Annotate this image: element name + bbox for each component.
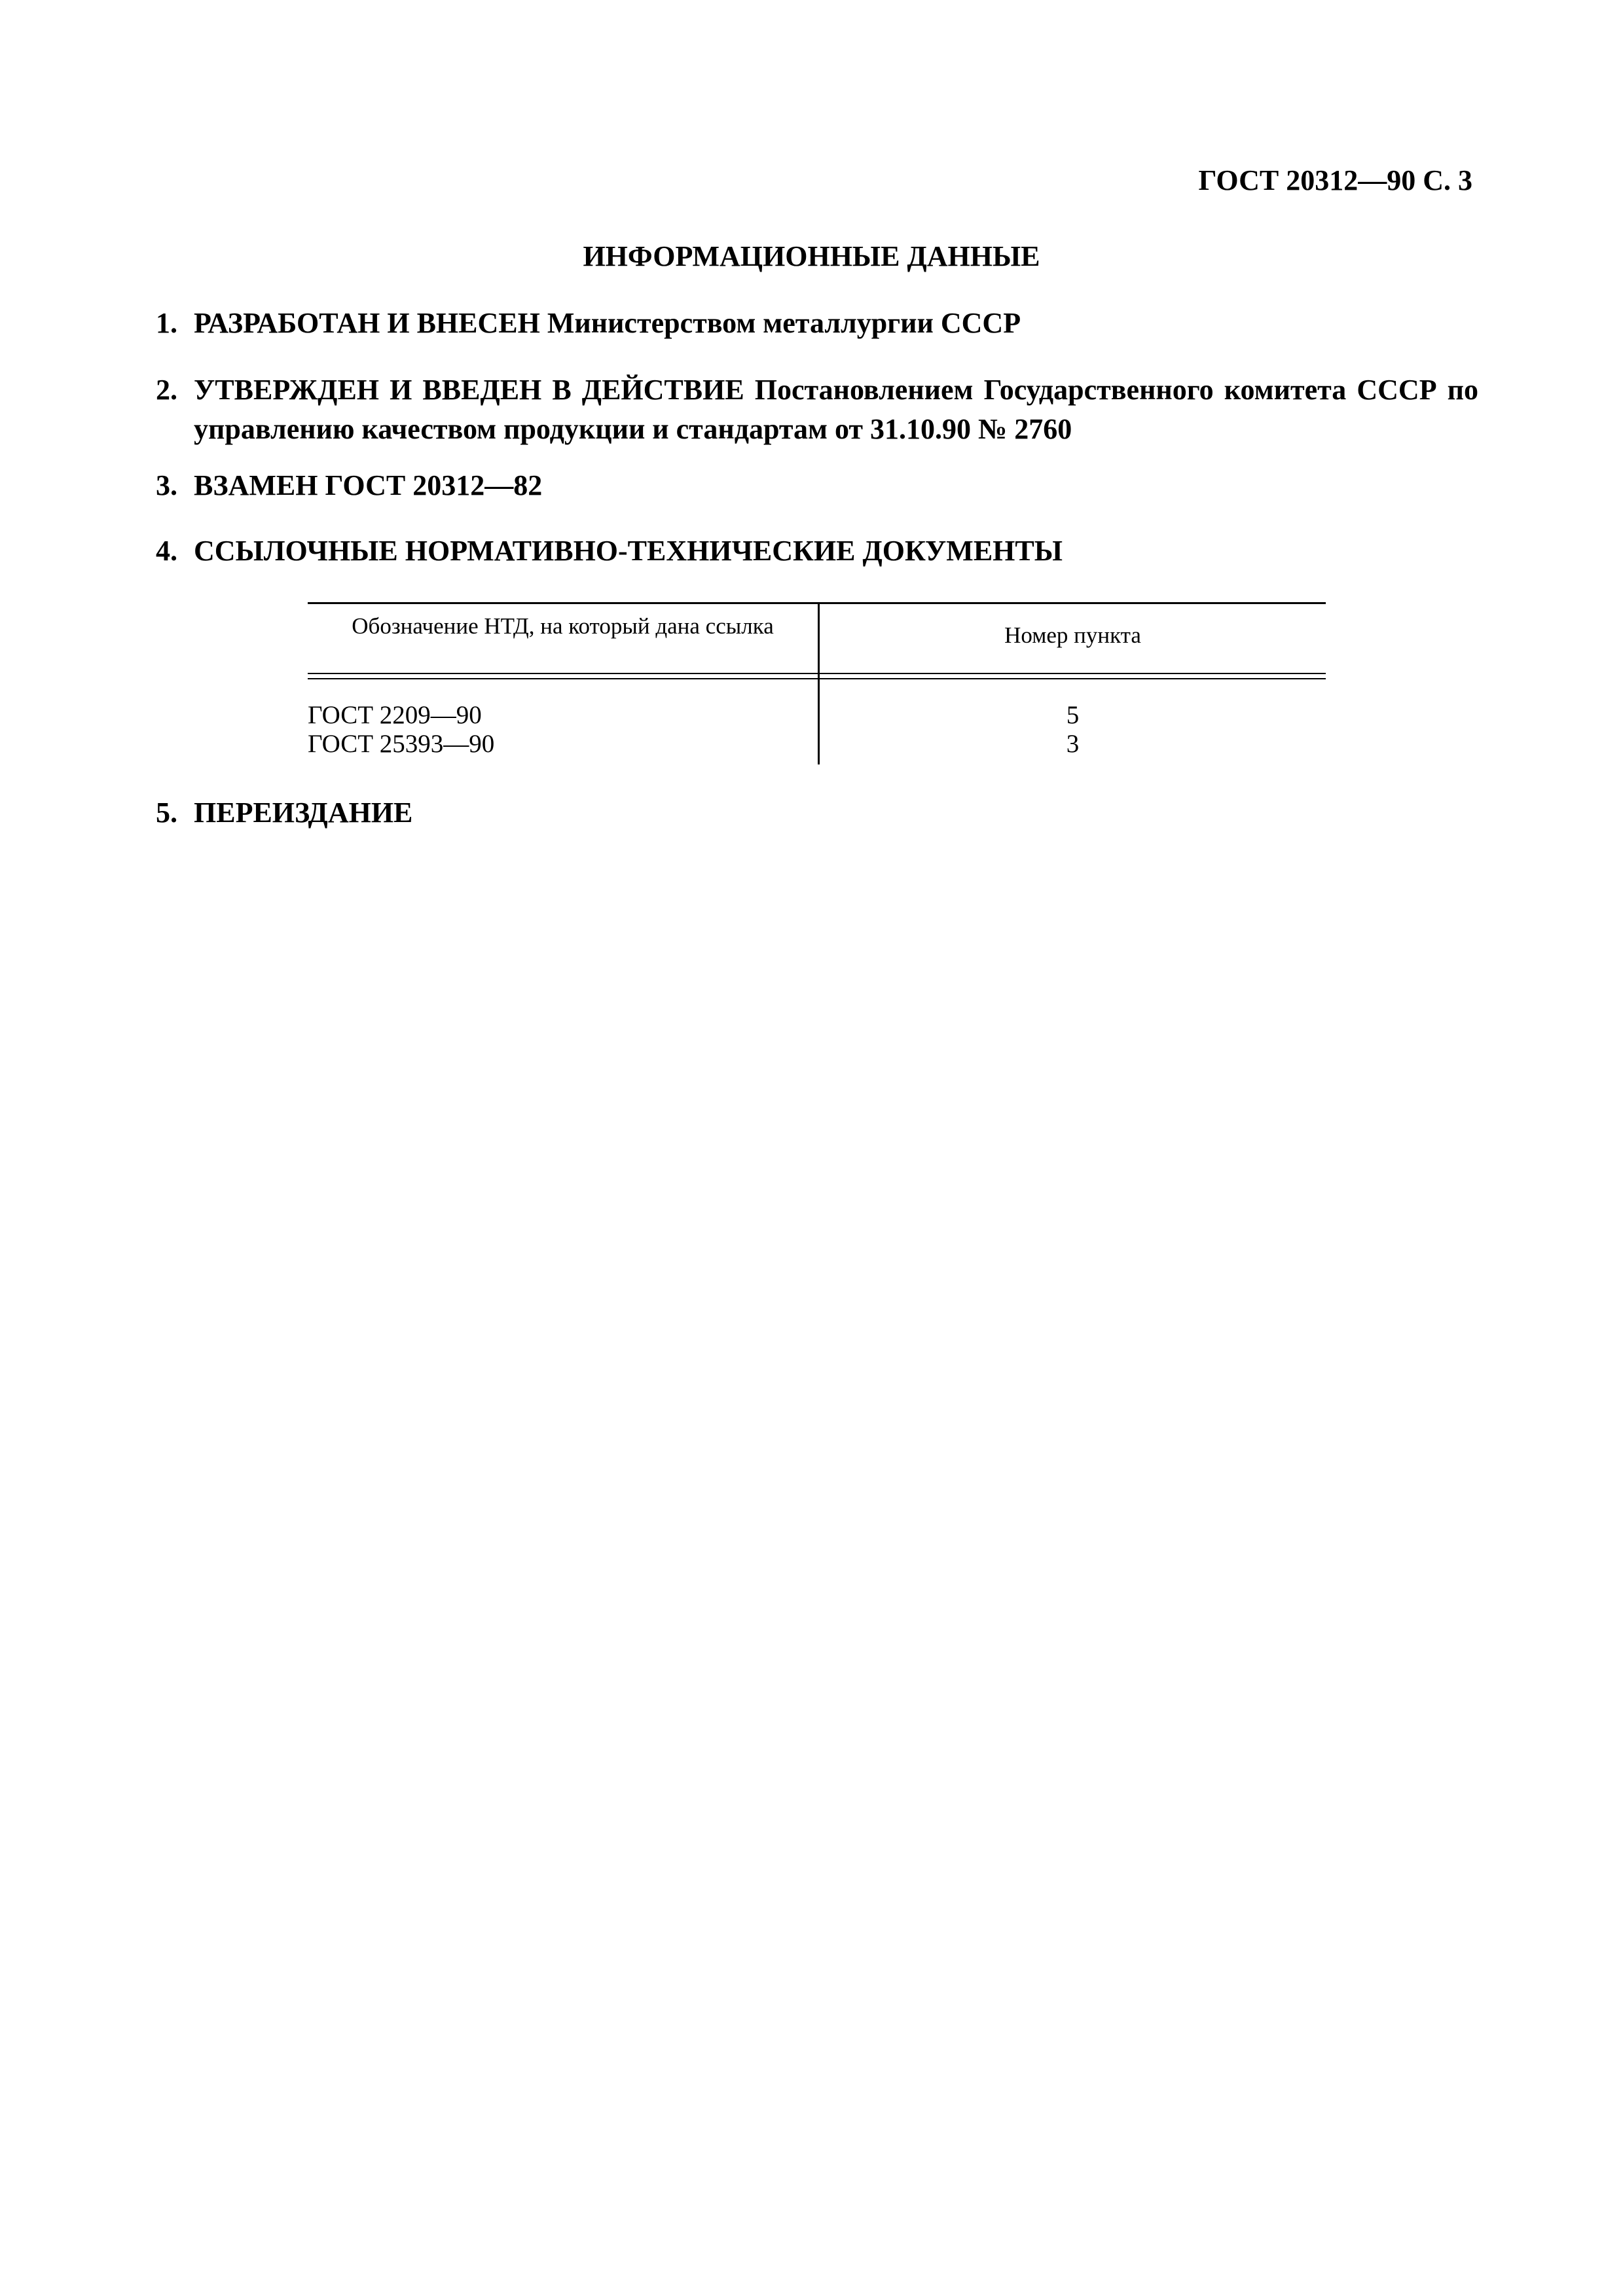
table-cell-clause: 5 xyxy=(1066,701,1080,729)
info-item-1 xyxy=(156,304,1478,343)
item-heading: ВЗАМЕН ГОСТ 20312—82 xyxy=(194,469,543,501)
info-item-5 xyxy=(156,793,1478,833)
page-header: ГОСТ 20312—90 С. 3 xyxy=(1198,164,1472,196)
column-header-designation: Обозначение НТД, на который дана ссылка xyxy=(352,613,774,639)
table-cell-designation: ГОСТ 2209—90 xyxy=(308,701,482,729)
table-cell-designation: ГОСТ 25393—90 xyxy=(308,730,495,758)
item-heading: РАЗРАБОТАН И ВНЕСЕН xyxy=(194,307,540,339)
info-item-2 xyxy=(156,370,1478,449)
item-body xyxy=(194,304,1478,343)
item-heading: ПЕРЕИЗДАНИЕ xyxy=(194,797,413,829)
item-number: 4. xyxy=(156,535,177,567)
table-row xyxy=(308,700,1326,729)
table-header-rule xyxy=(308,673,1326,674)
item-body xyxy=(194,370,1478,449)
item-body xyxy=(194,466,1478,505)
item-number: 2. xyxy=(156,374,177,406)
table-header-rule xyxy=(308,678,1326,679)
item-text: Постановлением Государственного комитета СССР по управлению качеством продукции и стандартам от 31.10.90 № 2760 xyxy=(194,374,1479,445)
table-row xyxy=(308,729,1326,758)
item-body xyxy=(194,531,1478,571)
item-heading: ССЫЛОЧНЫЕ НОРМАТИВНО-ТЕХНИЧЕСКИЕ ДОКУМЕНТЫ xyxy=(194,535,1063,567)
table-cell-clause: 3 xyxy=(1066,730,1080,758)
table-top-rule xyxy=(308,602,1326,604)
item-body xyxy=(194,793,1478,833)
item-heading: УТВЕРЖДЕН И ВВЕДЕН В ДЕЙСТВИЕ xyxy=(194,374,744,406)
item-number: 1. xyxy=(156,307,177,339)
column-header-clause: Номер пункта xyxy=(1004,622,1141,648)
info-item-3 xyxy=(156,466,1478,505)
item-text: Министерством металлургии СССР xyxy=(539,307,1021,339)
item-number: 3. xyxy=(156,469,177,501)
info-item-4 xyxy=(156,531,1478,571)
section-title: ИНФОРМАЦИОННЫЕ ДАННЫЕ xyxy=(583,240,1040,272)
item-number: 5. xyxy=(156,797,177,829)
